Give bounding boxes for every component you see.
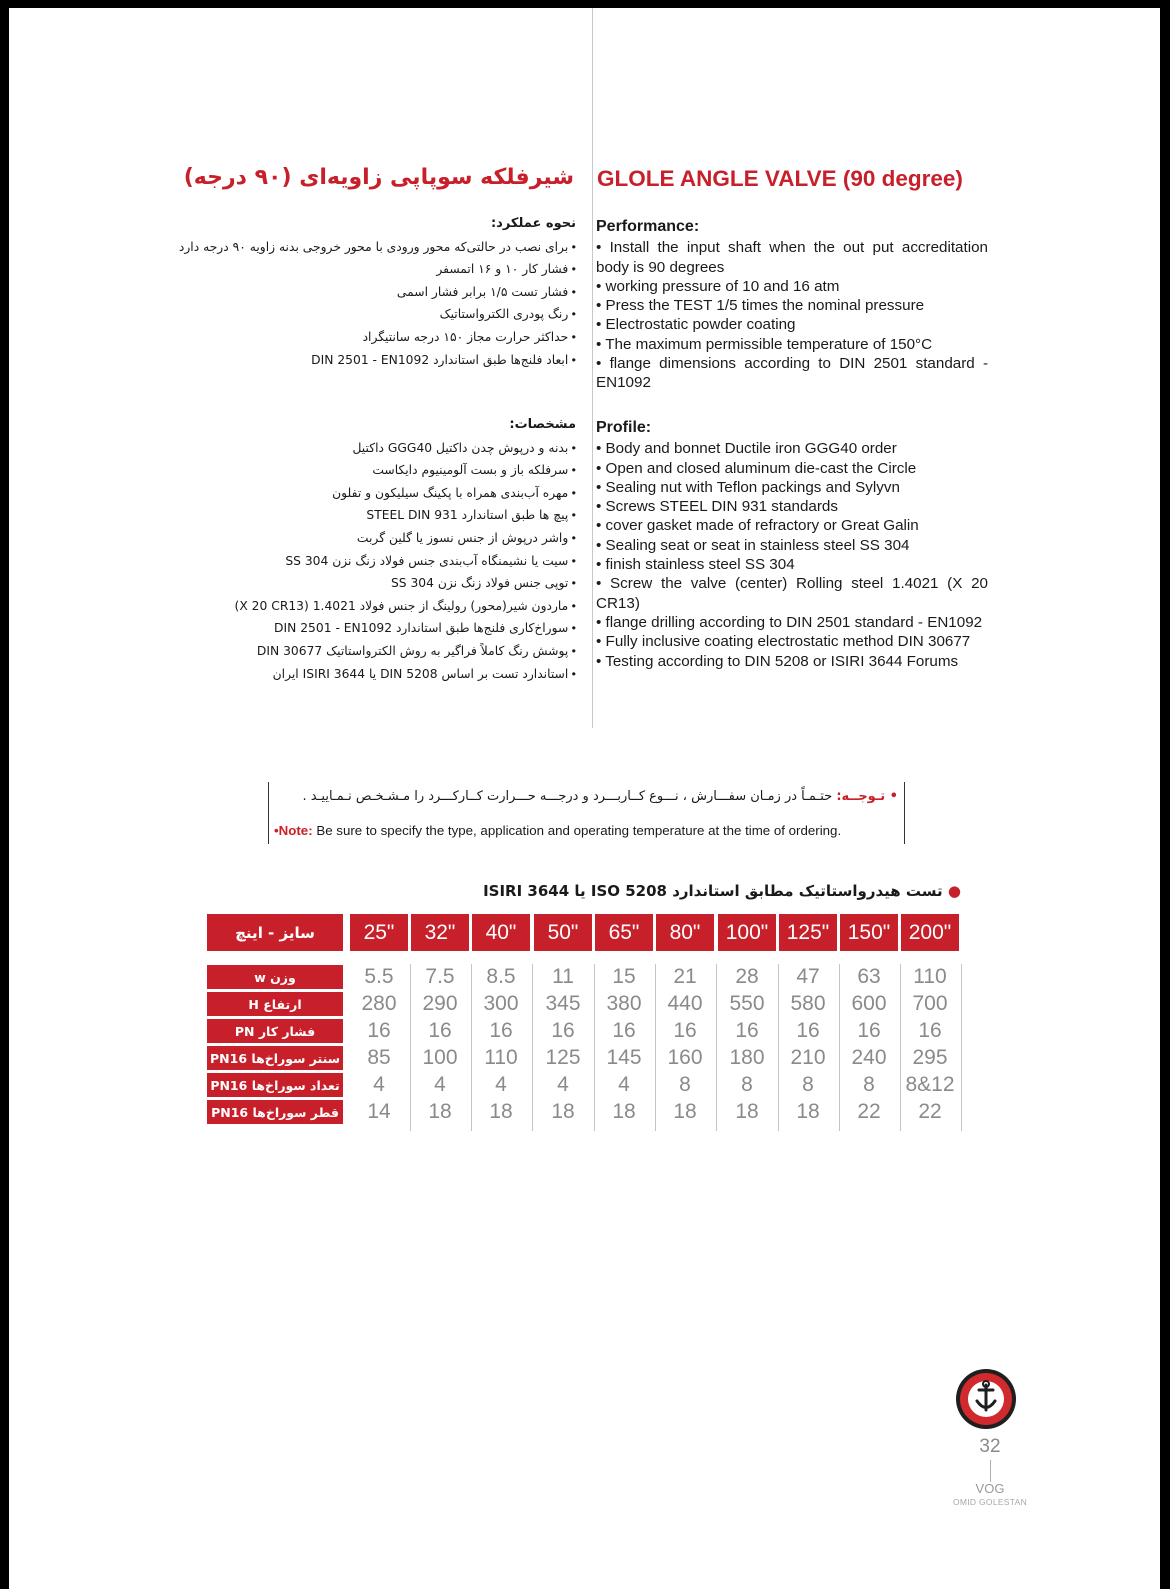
table-cell: 8&12 (905, 1072, 955, 1096)
table-cell: 15 (612, 964, 636, 988)
size-header-cell: 65" (595, 914, 653, 951)
note-text-fa: حتـمـاً در زمـان سفـــارش ، نـــوع کــاربـــرد و درجـــه حـــرارت کــارکـــرد را مـشـخـص نـمـاییـد . (302, 789, 833, 804)
table-cell: 22 (857, 1099, 881, 1123)
list-item: • flange dimensions according to DIN 2501 standard - EN1092 (596, 354, 988, 393)
list-item: • توپی جنس فولاد زنگ نزن SS 304 (166, 572, 576, 595)
size-header-cell: 200" (901, 914, 959, 951)
size-header-cell: 100" (718, 914, 776, 951)
list-item: • finish stainless steel SS 304 (596, 555, 988, 574)
table-cell: 11 (552, 964, 574, 988)
profile-list-en (596, 439, 988, 671)
table-cell: 180 (729, 1045, 765, 1069)
list-item: • working pressure of 10 and 16 atm (596, 277, 988, 296)
performance-heading-fa: نحوه عملکرد: (490, 216, 576, 231)
list-item: • استاندارد تست بر اساس DIN 5208 یا ISIRI 3644 ایران (166, 663, 576, 686)
column-separator (655, 964, 656, 1131)
column-separator (532, 964, 533, 1131)
column-separator (594, 964, 595, 1131)
table-cell: 8 (679, 1072, 691, 1096)
list-item: • رنگ پودری الکترواستاتیک (166, 303, 576, 326)
table-cell: 8 (802, 1072, 814, 1096)
table-cell: 345 (545, 991, 581, 1015)
table-cell: 18 (673, 1099, 697, 1123)
table-cell: 16 (428, 1018, 452, 1042)
table-cell: 290 (422, 991, 458, 1015)
profile-heading-fa: مشخصات: (509, 417, 576, 432)
table-cell: 16 (489, 1018, 513, 1042)
table-cell: 210 (790, 1045, 826, 1069)
table-cell: 18 (612, 1099, 636, 1123)
list-item: • بدنه و درپوش چدن داکتیل GGG40 داکتیل (166, 437, 576, 460)
list-item: • The maximum permissible temperature of 150°C (596, 335, 988, 354)
title-english: GLOLE ANGLE VALVE (90 degree) (597, 166, 963, 191)
table-cell: 85 (367, 1045, 391, 1069)
table-cell: 22 (918, 1099, 942, 1123)
list-item: • فشار تست ۱/۵ برابر فشار اسمی (166, 281, 576, 304)
column-separator (410, 964, 411, 1131)
row-label: سنتر سوراخ‌ها PN16 (207, 1046, 343, 1070)
note-label-fa: • تـوجــه: (836, 789, 898, 804)
table-cell: 18 (796, 1099, 820, 1123)
size-header-cell: 150" (840, 914, 898, 951)
row-label: قطر سوراخ‌ها PN16 (207, 1100, 343, 1124)
size-header-cell: 40" (472, 914, 530, 951)
profile-section-en (596, 418, 988, 671)
title-persian: شیرفلکه سوپاپی زاویه‌ای (۹۰ درجه) (183, 165, 574, 190)
table-cell: 14 (367, 1099, 391, 1123)
table-cell: 16 (673, 1018, 697, 1042)
list-item: • Screw the valve (center) Rolling steel 1.4021 (X 20 CR13) (596, 574, 988, 613)
brand-subtitle: OMID GOLESTAN (952, 1497, 1028, 1507)
list-item: • Sealing nut with Teflon packings and Sylyvn (596, 478, 988, 497)
note-persian (303, 789, 898, 804)
table-cell: 16 (551, 1018, 575, 1042)
brand-name: VOG (975, 1481, 1005, 1496)
table-cell: 8.5 (486, 964, 516, 988)
table-cell: 280 (361, 991, 397, 1015)
row-label: تعداد سوراخ‌ها PN16 (207, 1073, 343, 1097)
row-label: فشار کار PN (207, 1019, 343, 1043)
table-cell: 18 (489, 1099, 513, 1123)
table-cell: 18 (551, 1099, 575, 1123)
list-item: • مهره آب‌بندی همراه با پکینگ سیلیکون و تفلون (166, 482, 576, 505)
table-cell: 18 (735, 1099, 759, 1123)
table-cell: 7.5 (425, 964, 455, 988)
list-item: • Press the TEST 1/5 times the nominal pressure (596, 296, 988, 315)
table-cell: 110 (913, 964, 947, 988)
size-header-cell: 125" (779, 914, 837, 951)
table-cell: 16 (857, 1018, 881, 1042)
list-item: • فشار کار ۱۰ و ۱۶ اتمسفر (166, 258, 576, 281)
list-item: • سیت یا نشیمنگاه آب‌بندی جنس فولاد زنگ نزن SS 304 (166, 550, 576, 573)
page-number: 32 (979, 1436, 1001, 1457)
column-separator (471, 964, 472, 1131)
bullet-icon: ● (947, 882, 961, 900)
list-item: • حداکثر حرارت مجاز ۱۵۰ درجه سانتیگراد (166, 326, 576, 349)
column-divider (592, 8, 593, 728)
performance-section-en (596, 217, 988, 393)
size-header-cell: 80" (656, 914, 714, 951)
table-cell: 47 (796, 964, 820, 988)
list-item: • برای نصب در حالتی‌که محور ورودی با محور خروجی بدنه زاویه ۹۰ درجه دارد (166, 236, 576, 259)
list-item: • واشر درپوش از جنس نسوز یا گلین گربت (166, 527, 576, 550)
table-cell: 4 (495, 1072, 507, 1096)
list-item: • سوراخ‌کاری فلنج‌ها طبق استاندارد DIN 2501 - EN1092 (166, 617, 576, 640)
note-english (274, 823, 841, 838)
table-cell: 5.5 (364, 964, 394, 988)
list-item: • سرفلکه باز و بست آلومینیوم دایکاست (166, 459, 576, 482)
profile-list-fa (166, 437, 576, 686)
table-cell: 110 (484, 1045, 518, 1069)
performance-list-fa (166, 236, 576, 372)
list-item: • Install the input shaft when the out put accreditation body is 90 degrees (596, 238, 988, 277)
performance-section-fa (166, 213, 576, 371)
table-cell: 100 (422, 1045, 458, 1069)
size-header-cell: 25" (350, 914, 408, 951)
performance-list-en (596, 238, 988, 392)
table-cell: 295 (912, 1045, 948, 1069)
list-item: • ماردون شیر(محور) رولینگ از جنس فولاد 1.4021 (X 20 CR13) (166, 595, 576, 618)
size-header-cell: 32" (411, 914, 469, 951)
table-cell: 160 (667, 1045, 703, 1069)
ordering-note (268, 782, 905, 844)
list-item: • flange drilling according to DIN 2501 standard - EN1092 (596, 613, 988, 632)
table-cell: 380 (606, 991, 642, 1015)
table-cell: 580 (790, 991, 826, 1015)
table-cell: 63 (857, 964, 881, 988)
column-separator (778, 964, 779, 1131)
test-standard-title (483, 882, 961, 900)
size-header-label (207, 914, 343, 951)
size-header-cell: 50" (534, 914, 592, 951)
list-item: • Testing according to DIN 5208 or ISIRI 3644 Forums (596, 652, 988, 671)
list-item: • ابعاد فلنج‌ها طبق استاندارد DIN 2501 - EN1092 (166, 349, 576, 372)
note-text-en: Be sure to specify the type, application and operating temperature at the time of ordering. (316, 823, 842, 838)
list-item: • Sealing seat or seat in stainless steel SS 304 (596, 536, 988, 555)
company-logo (955, 1368, 1017, 1430)
column-separator (961, 964, 962, 1131)
list-item: • Open and closed aluminum die-cast the Circle (596, 459, 988, 478)
table-cell: 4 (373, 1072, 385, 1096)
list-item: • Body and bonnet Ductile iron GGG40 order (596, 439, 988, 458)
table-cell: 4 (557, 1072, 569, 1096)
table-cell: 21 (673, 964, 697, 988)
performance-heading-en: Performance: (596, 218, 700, 235)
profile-heading-en: Profile: (596, 419, 652, 436)
table-cell: 4 (434, 1072, 446, 1096)
table-cell: 16 (796, 1018, 820, 1042)
table-cell: 600 (851, 991, 887, 1015)
column-separator (900, 964, 901, 1131)
list-item: • پیچ ها طبق استاندارد STEEL DIN 931 (166, 504, 576, 527)
table-cell: 440 (667, 991, 703, 1015)
table-cell: 16 (367, 1018, 391, 1042)
table-cell: 8 (863, 1072, 875, 1096)
table-cell: 16 (918, 1018, 942, 1042)
list-item: • پوشش رنگ کاملاً فراگیر به روش الکترواستاتیک DIN 30677 (166, 640, 576, 663)
table-cell: 300 (483, 991, 519, 1015)
size-header-text: سایز - اینچ (235, 923, 315, 942)
table-cell: 18 (428, 1099, 452, 1123)
column-separator (839, 964, 840, 1131)
note-label-en: •Note: (274, 823, 313, 838)
table-cell: 550 (729, 991, 765, 1015)
table-cell: 8 (741, 1072, 753, 1096)
table-cell: 16 (612, 1018, 636, 1042)
column-separator (716, 964, 717, 1131)
table-cell: 240 (851, 1045, 887, 1069)
list-item: • Electrostatic powder coating (596, 315, 988, 334)
row-label: وزن w (207, 965, 343, 989)
table-cell: 125 (545, 1045, 581, 1069)
row-label: ارتفاع H (207, 992, 343, 1016)
footer-divider (990, 1460, 991, 1482)
table-cell: 700 (912, 991, 948, 1015)
profile-section-fa (166, 414, 576, 685)
list-item: • Screws STEEL DIN 931 standards (596, 497, 988, 516)
test-title-text: تست هیدرواستاتیک مطابق استاندارد ISO 5208 یا ISIRI 3644 (483, 882, 943, 900)
table-cell: 28 (735, 964, 759, 988)
table-cell: 4 (618, 1072, 630, 1096)
catalog-page (9, 8, 1160, 1589)
list-item: • cover gasket made of refractory or Great Galin (596, 516, 988, 535)
table-cell: 16 (735, 1018, 759, 1042)
table-cell: 145 (606, 1045, 642, 1069)
list-item: • Fully inclusive coating electrostatic method DIN 30677 (596, 632, 988, 651)
